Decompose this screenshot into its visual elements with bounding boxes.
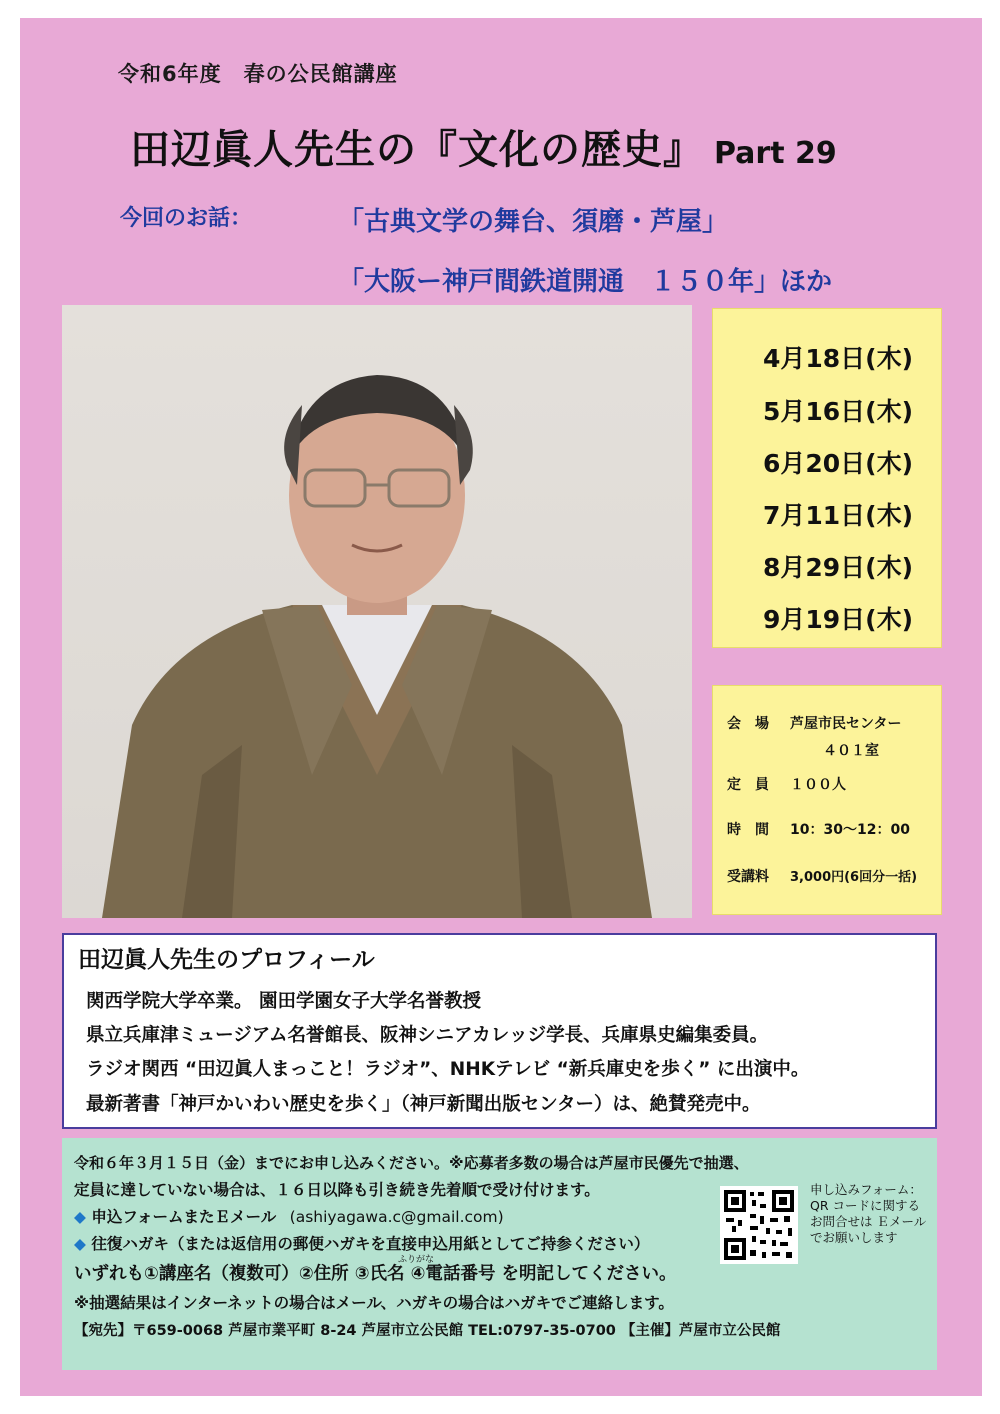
method-email-label: 申込フォームまたＥメール bbox=[91, 1208, 277, 1226]
date-1: 4月18日(木) bbox=[763, 344, 914, 373]
topic-label: 今回のお話： bbox=[120, 206, 253, 231]
event-info-box bbox=[712, 685, 942, 915]
qr-code[interactable] bbox=[720, 1186, 798, 1264]
venue-value: 芦屋市民センター bbox=[790, 716, 902, 732]
method-postcard-label: 往復ハガキ（または返信用の郵便ハガキを直接申込用紙としてご持参ください） bbox=[91, 1235, 650, 1253]
fee-value: 3,000円(6回分一括) bbox=[790, 870, 918, 885]
contact-email[interactable]: (ashiyagawa.c@gmail.com) bbox=[289, 1208, 504, 1226]
lecture-dates-box bbox=[712, 308, 942, 648]
topic-2: 「大阪ー神戸間鉄道開通 １５０年」ほか bbox=[338, 267, 833, 297]
title-part: Part 29 bbox=[714, 136, 837, 171]
application-box bbox=[62, 1138, 937, 1370]
lecturer-photo bbox=[62, 305, 692, 918]
apply-method-postcard bbox=[74, 1232, 649, 1254]
page-title bbox=[130, 118, 837, 175]
season-label: 令和6年度 春の公民館講座 bbox=[118, 62, 398, 86]
qr-code-icon bbox=[720, 1186, 798, 1264]
apply-deadline: 令和６年３月１５日（金）までにお申し込みください。※応募者多数の場合は芦屋市民優先で抽選、 bbox=[74, 1154, 749, 1172]
time-value: 10：30〜12：00 bbox=[790, 822, 910, 838]
date-2: 5月16日(木) bbox=[763, 397, 914, 426]
profile-heading: 田辺眞人先生のプロフィール bbox=[78, 947, 375, 973]
topic-1: 「古典文学の舞台、須磨・芦屋」 bbox=[338, 207, 729, 237]
qr-note: 申し込みフォーム：QR コードに関するお問合せは Ｅメールでお願いします bbox=[810, 1182, 927, 1245]
date-4: 7月11日(木) bbox=[763, 501, 914, 530]
capacity-value: １００人 bbox=[790, 777, 846, 793]
furigana-note: ふりがな bbox=[398, 1255, 435, 1265]
apply-result-note: ※抽選結果はインターネットの場合はメール、ハガキの場合はハガキでご連絡します。 bbox=[74, 1294, 674, 1312]
diamond-icon: ◆ bbox=[74, 1235, 86, 1253]
profile-line-4: 最新著書「神戸かいわい歴史を歩く」（神戸新聞出版センター）は、絶賛発売中。 bbox=[86, 1094, 761, 1115]
apply-requirements: いずれも①講座名（複数可）②住所 ③氏名 ④電話番号 を明記してください。 bbox=[74, 1264, 677, 1284]
venue-room: ４０１室 bbox=[823, 743, 879, 759]
apply-first-come: 定員に達していない場合は、１６日以降も引き続き先着順で受け付けます。 bbox=[74, 1181, 600, 1199]
apply-address: 【宛先】〒659-0068 芦屋市業平町 8-24 芦屋市立公民館 TEL:0797-35-0700 【主催】芦屋市立公民館 bbox=[74, 1323, 781, 1339]
fee-label: 受講料 bbox=[727, 869, 769, 885]
capacity-label: 定 員 bbox=[727, 777, 769, 793]
title-main: 田辺眞人先生の『文化の歴史』 bbox=[130, 127, 704, 173]
profile-line-2: 県立兵庫津ミュージアム名誉館長、阪神シニアカレッジ学長、兵庫県史編集委員。 bbox=[86, 1025, 769, 1046]
date-5: 8月29日(木) bbox=[763, 553, 914, 582]
profile-line-1: 関西学院大学卒業。 園田学園女子大学名誉教授 bbox=[86, 991, 481, 1012]
venue-label: 会 場 bbox=[727, 716, 769, 732]
profile-box bbox=[62, 933, 937, 1129]
time-label: 時 間 bbox=[727, 822, 769, 838]
date-6: 9月19日(木) bbox=[763, 605, 914, 634]
profile-line-3: ラジオ関西 “田辺眞人まっこと！ラジオ”、NHKテレビ “新兵庫史を歩く” に出演中。 bbox=[86, 1059, 810, 1080]
lecturer-portrait-illustration bbox=[62, 305, 692, 918]
apply-method-email bbox=[74, 1205, 504, 1227]
diamond-icon: ◆ bbox=[74, 1208, 86, 1226]
date-3: 6月20日(木) bbox=[763, 449, 914, 478]
